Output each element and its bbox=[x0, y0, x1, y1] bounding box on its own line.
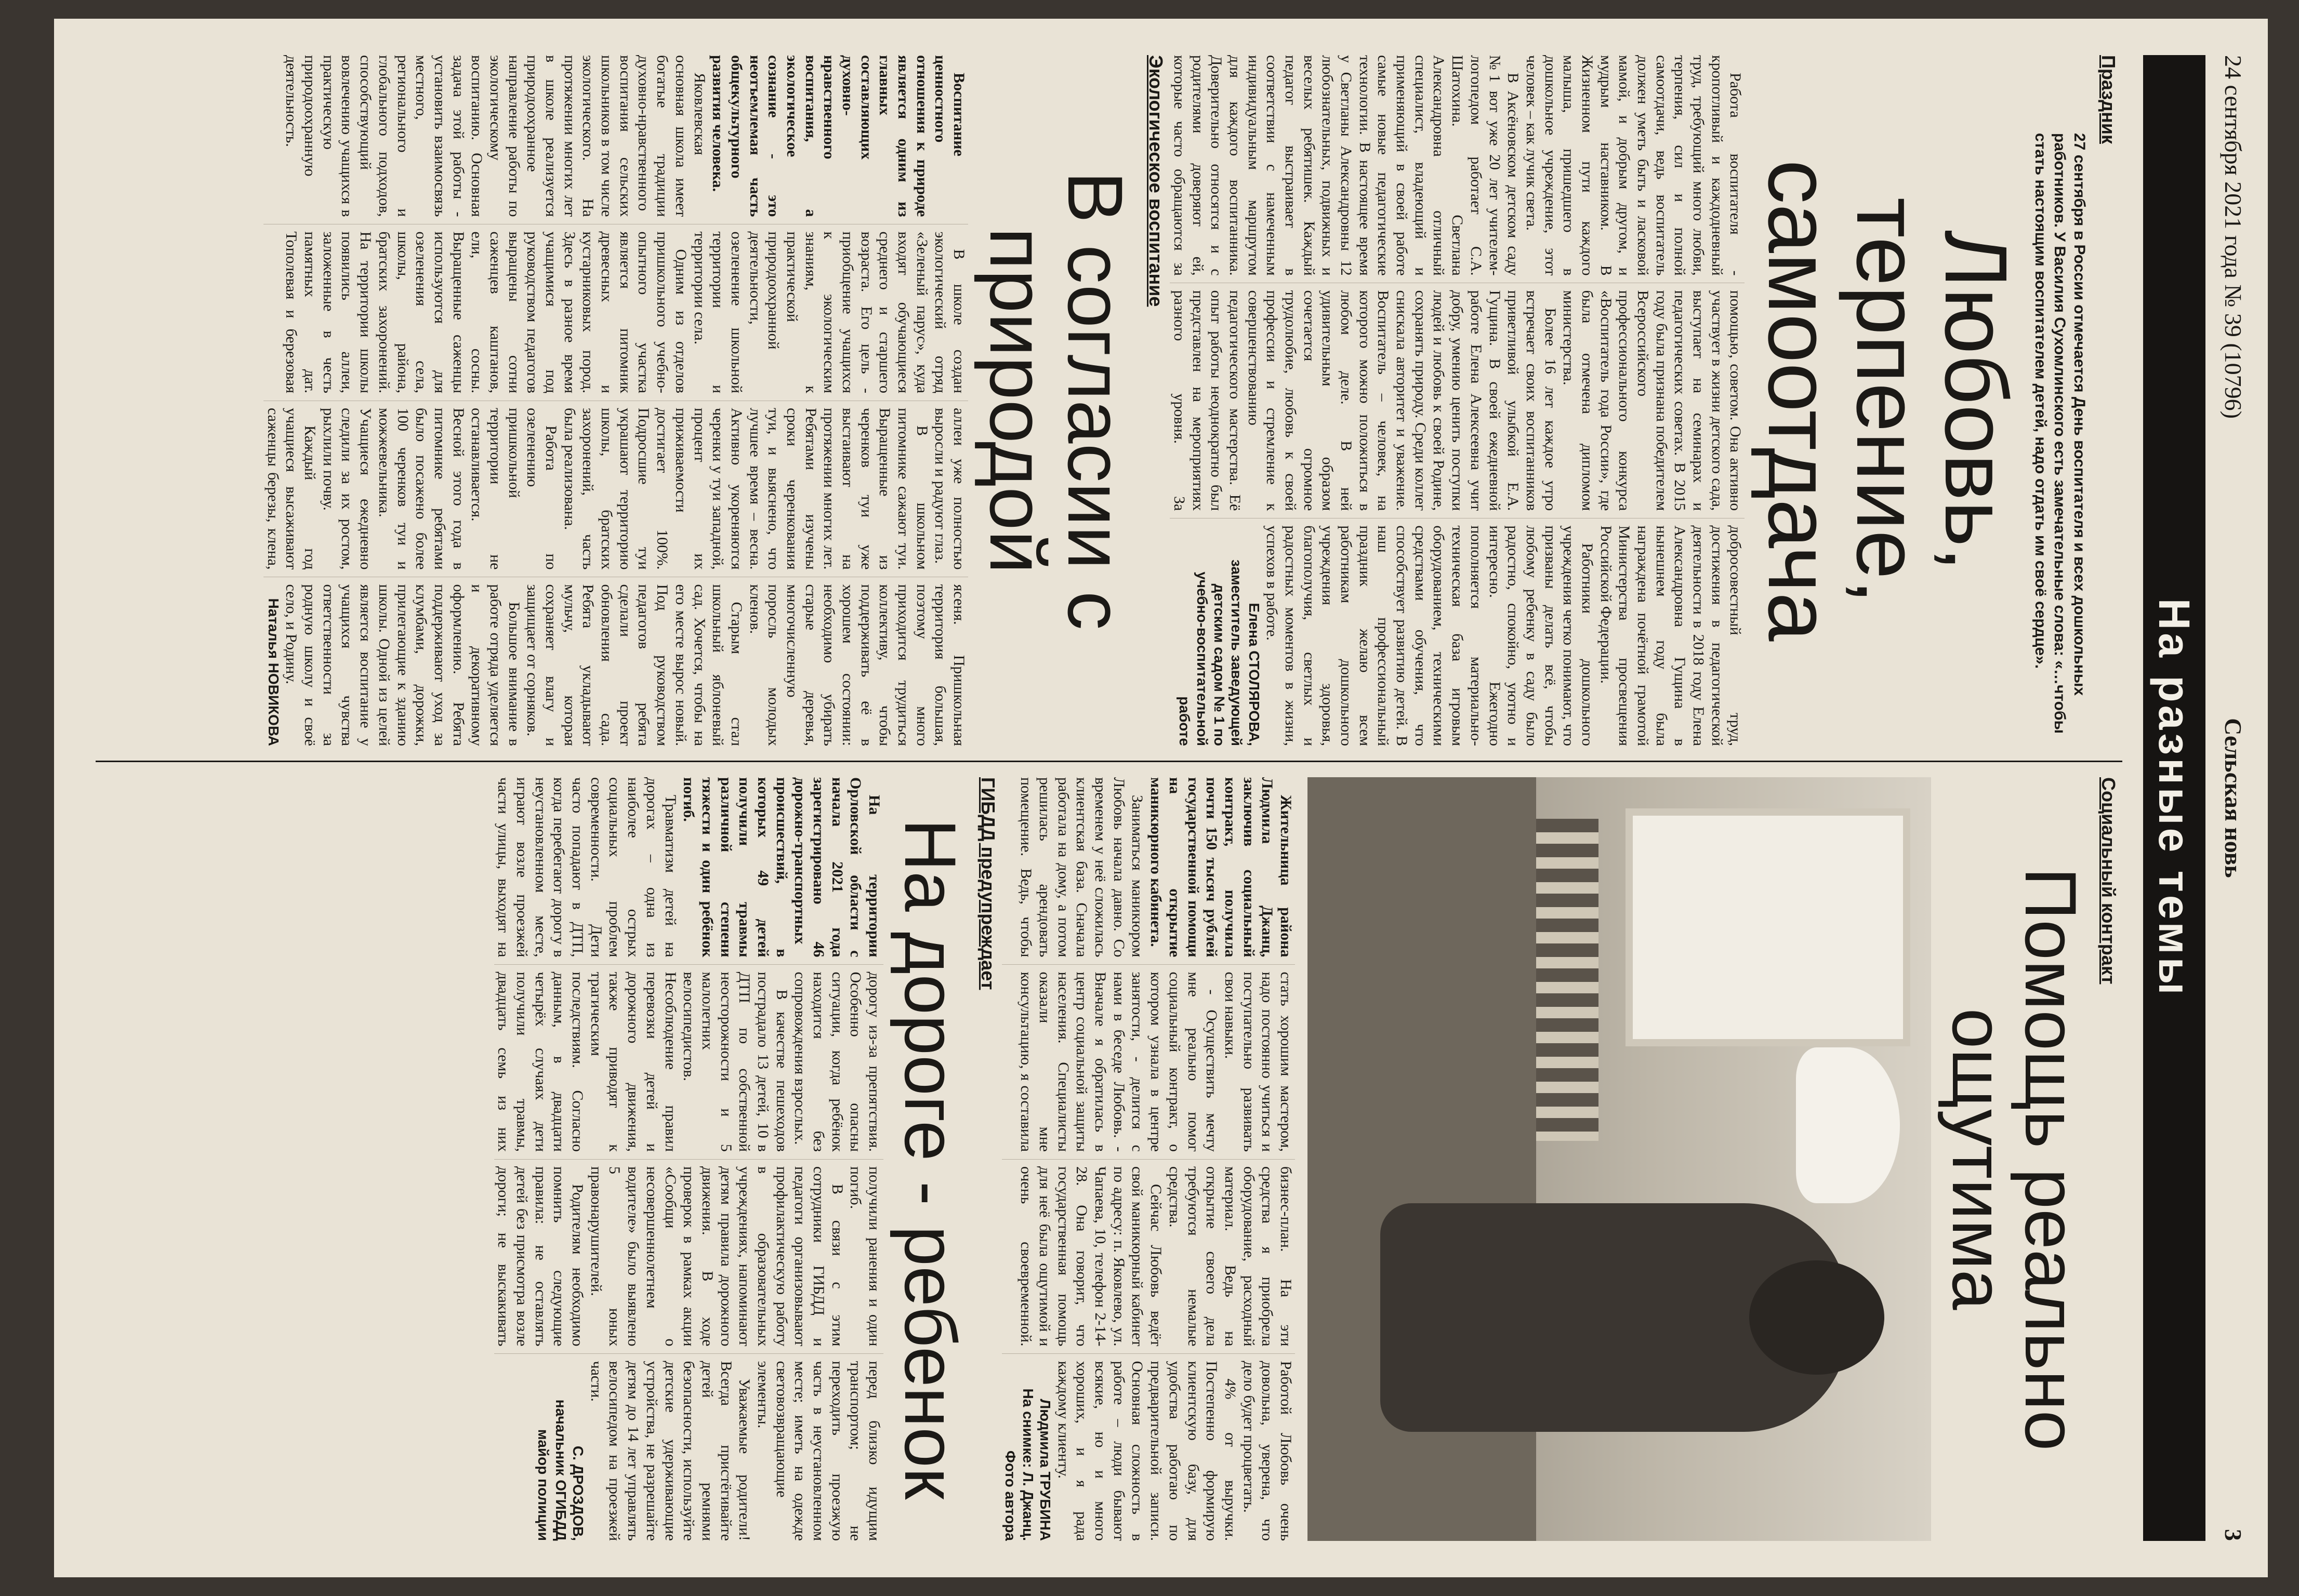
headline-nature: В согласии с природой bbox=[974, 171, 1140, 630]
paragraph-lead: На территории Орловской области с начала 2021 года зарегистрировано 46 дорожно-транспортных происшествий, в которых 49 детей получили травмы различной степени тяжести и один ребёнок погиб. bbox=[680, 777, 883, 957]
paragraph: Более 16 лет каждое утро встречает своих воспитанников приветливой улыбкой Е.А. Гущина. В своей ежедневной работе Елена Алексеевна учит добру, умению ценить поступки людей и любовь к своей Родине, сохранять природу. Среди коллег снискала авторитет и уважение. Воспитатель – человек, на которого можно положиться в любом деле. В ней удивительным образом сочетается огромное трудолюбие, любовь к своей профессии и стремление к совершенствованию педагогического мастерства. Её опыт работы неоднократно был представлен на мероприятиях разного уровня. За добросовестный труд, достижения в педагогической деятельности в 2018 году Елена Александровна Гущина в нынешнем году была награждена почётной грамотой Министерства просвещения Российской Федерации. bbox=[1170, 290, 1745, 746]
paragraph: В Аксёновском детском саду №1 вот уже 20 лет учителем-логопедом работает С.А. Шатохина. Светлана Александровна отличный специалист, владеющий и применяющий в своей работе самые новые педагогические технологии. В настоящее время у Светланы Александровны 12 любознательных, подвижных и веселых ребятишек. Каждый педагог выстраивает в соответствии с намеченным индивидуальным маршрутом для каждого воспитанника. Доверительно относятся и с родителями доверяют ей, которые часто обращаются за помощью, советом. Она активно участвует в жизни детского сада, выступает на семинарах и педагогических советах. В 2015 году была признана победителем Всероссийского профессионального конкурса «Воспитатель года России», где была отмечена дипломом министерства. bbox=[1170, 55, 1745, 511]
paragraph: В школе создан экологический отряд «Зеленый парус», куда входят обучающиеся среднего и старшего возраста. Его цель - приобщение учащихся к экологическим знаниям, к практической природоохранной деятельности, озеленение школьной территории и территории села. bbox=[691, 231, 968, 393]
photo-caption: На снимке: Л. Джанц. Фото автора bbox=[1002, 1388, 1036, 1541]
issue-date: 24 сентября 2021 года № 39 (10796) bbox=[2220, 55, 2247, 419]
manicurist-photo bbox=[1307, 777, 1931, 1541]
rubric-eco: Экологическое воспитание bbox=[1145, 55, 1167, 307]
paragraph: Родителям необходимо помнить следующие правила: не оставлять детей без присмотра возле дороги; не выскакивать перед близко идущим транспортом; не переходить проезжую часть в неустановленном месте; иметь на одежде световозвращающие элементы. bbox=[495, 1166, 883, 1541]
article-love-body bbox=[1170, 55, 1745, 746]
page-number: 3 bbox=[2220, 1529, 2247, 1541]
paragraph: Работа воспитателя - кропотливый и каждодневный труд, требующий много любви, терпения, сил и полной самоотдачи, ведь воспитатель должен уметь быть и ласковой мамой, и добрым другом, и мудрым наставником. В Жизненном пути каждого малыша, пришедшего в дошкольное учреждение, этот человек – как лучик света. bbox=[1523, 55, 1745, 276]
photo-window bbox=[1626, 808, 1910, 1046]
signature-name: Наталья НОВИКОВА bbox=[265, 598, 282, 746]
headline-road: На дороге - ребенок bbox=[890, 818, 972, 1500]
signature-name: Елена СТОЛЯРОВА, bbox=[1246, 603, 1262, 746]
paragraph: Заниматься маникюром Любовь начала давно. Со временем у неё сложилась клиентская база. Сначала работала на дому, а потом решилась арендовать помещение. Ведь, чтобы стать хорошим мастером, надо постоянно учиться и поступательно развивать свои навыки. bbox=[1018, 777, 1294, 1152]
paragraph: Яковлевская основная школа имеет богатые традиции духовно-нравственного воспитания сельских школьников в том числе экологического. На протяжении многих лет в школе реализуется природоохранное направление работы по экологическому воспитанию. Основная задача этой работы - установить взаимосвязь местного, регионального и глобального подходов, способствующий вовлечению учащихся в практическую природоохранную деятельность. bbox=[283, 55, 708, 217]
paragraph-lead: Воспитание ценностного отношения к природе является одним из главных составляющих духовно-нравственного воспитания, а экологическое сознание - это неотъемлемая часть общекультурного развития человека. bbox=[709, 55, 968, 217]
paper-name: Сельская новь bbox=[2220, 718, 2247, 878]
paragraph: В школьном питомнике сажают туи. Выращенные из черенков туи уже выстаивают на протяжении многих лет. Ребятами изучены сроки черенкования туи, и выяснено, что лучшее время – весна. Активно укореняются черенки у туи западной, процент их приживаемости достигает 100%. Подросшие туи украшают территорию школы, братских захоронений, часть была реализована. bbox=[561, 408, 931, 570]
section-band: На разные темы bbox=[2143, 55, 2205, 1541]
article-help-body bbox=[1002, 777, 1295, 1541]
paragraph: В связи с этим сотрудники ГИБДД и педагоги организовывают профилактическую работу в образовательных учреждениях, напоминают детям правила дорожного движения. В ходе проверок в рамках акции «Сообщи о несовершеннолетнем водителе» было выявлено 5 юных правонарушителей. bbox=[587, 1166, 846, 1347]
signature-name: Людмила ТРУБИНА bbox=[1037, 1399, 1054, 1541]
paragraph: Уважаемые родители! Всегда пристёгивайте детей ремнями безопасности, используйте детские удерживающие устройства, не разрешайте детям до 14 лет управлять велосипедом на проезжей части. bbox=[587, 1361, 754, 1541]
photo-person-head bbox=[1749, 1260, 1884, 1375]
signature-title: заместитель заведующей детским садом № 1 по учебно-воспитательной работе bbox=[1177, 559, 1245, 746]
paragraph: Работа по озеленению пришкольной территории не останавливается. Весной этого года в питомнике ребятами было посажено более 100 черенков туи и можжевельника. Учащиеся ежедневно следили за их ростом, рыхлили почву. bbox=[320, 408, 560, 570]
signature-title: начальник ОГИБДД майор полиции bbox=[535, 1399, 569, 1541]
paragraph: Одним из отделов пришкольного учебно-опытного участка является питомник древесных и кустарниковых пород. Здесь в разное время учащимися под руководством педагогов выращены сотни саженцев каштанов, ели, сосны. Выращенные саженцы используются для озеленения села, школы, района, братских захоронений. На территории школы появились аллеи, заложенные в честь памятных дат. Тополевая и березовая аллеи уже полностью выросли и радуют глаз. bbox=[283, 231, 968, 570]
paragraph: 4% от выручки. Постепенно формирую клиентскую базу, для удобства работаю по предварительной записи. Основная сложность в работе – люди бывают всякие, но и много хороших, и я рада каждому клиенту. bbox=[1054, 1361, 1239, 1541]
paragraph: - Осуществить мечту мне реально помог социальный контракт, о котором узнала в центре занятости, - делится с нами в беседе Любовь. - Вначале я обратилась в центр социальной защиты населения. Специалисты оказали мне консультацию, я составила бизнес-план. На эти средства я приобрела оборудование, расходный материал. Ведь на открытие своего дела требуются немалые средства. bbox=[1018, 972, 1294, 1347]
rubric-social: Социальный контракт bbox=[2098, 777, 2119, 985]
paragraph: Травматизм детей на дорогах – одна из наиболее острых социальных проблем современности. Дети часто попадают в ДТП, когда перебегают дорогу в неустановленном месте, играют возле проезжей части улицы, выходят на дорогу из-за препятствия. Особенно опасны ситуации, когда ребёнок находится без сопровождения взрослых. bbox=[495, 777, 883, 1152]
newspaper-page bbox=[54, 19, 2268, 1577]
paragraph: Работники дошкольного учреждения четко понимают, что призваны делать всё, чтобы любому ребенку в саду было радостно, спокойно, уютно и интересно. Ежегодно пополняется материально-техническая база игровым оборудованием, техническими средствами обучения, что способствует развитию детей. В наш профессиональный праздник желаю всем работникам дошкольного учреждения здоровья, благополучия, светлых и радостных моментов в жизни, успехов в работе. bbox=[1263, 525, 1596, 746]
headline-help: Помощь реально ощутима bbox=[1937, 867, 2092, 1451]
paragraph: Большое внимание в работе отряда уделяется и декоративному оформлению. Ребята поддерживают уход за клумбами, дорожки, прилегающие к зданию школы. Одной из целей является воспитание у учащихся чувства ответственности за родную школу и своё село, и Родину. bbox=[283, 584, 523, 746]
paragraph: В качестве пешеходов пострадало 13 детей, 10 в ДТП по собственной неосторожности и 5 малолетних велосипедистов. Несоблюдение правил перевозки детей и дорожного движения, также приводят к трагическим последствиям. Согласно данным, в двадцати четырёх случаях дети получили травмы, двадцать семь из них получили ранения и один погиб. bbox=[495, 972, 883, 1347]
signature-name: С. ДРОЗДОВ, bbox=[570, 1445, 587, 1541]
article-lead: 27 сентября в России отмечается День воспитателя и всех дошкольных работников. У Василия Сухомлинского есть замечательные слова: «…чтобы стать настоящим воспитателем детей, надо отдать им своё сердце». bbox=[2032, 133, 2088, 734]
rubric-gibdd: ГИБДД предупреждает bbox=[977, 777, 999, 990]
headline-love: Любовь, терпение, самоотдача bbox=[1750, 159, 2026, 642]
rubric-holiday: Праздник bbox=[2098, 55, 2119, 144]
paragraph-lead: Жительница района Людмила Джанц, заключив социальный контракт, получила почти 150 тысяч рублей государственной помощи на открытие маникюрного кабинета. bbox=[1147, 777, 1294, 957]
article-road-body bbox=[494, 777, 883, 1541]
left-column bbox=[96, 55, 2122, 746]
photo-lamp bbox=[1796, 1047, 1900, 1203]
right-column bbox=[96, 777, 2122, 1541]
article-nature-body bbox=[263, 55, 968, 746]
paragraph: Каждый год учащиеся высаживают саженцы березы, клена, ясеня. Пришкольная территория большая, поэтому много приходится трудиться коллективу, чтобы поддерживать её в хорошем состоянии: необходимо убирать старые деревья, многочисленную поросль молодых кленов. bbox=[264, 408, 968, 746]
paragraph: Старым стал школьный яблоневый сад. Хочется, чтобы на его месте вырос новый. Под руководством педагогов ребята сделали проект обновления сада. Ребята укладывают мульчу, которая сохраняет влагу и защищает от сорняков. bbox=[524, 584, 745, 746]
column-divider bbox=[96, 761, 2122, 762]
paragraph: Сейчас Любовь ведёт свой маникюрный кабинет по адресу: п. Яковлево, ул. Чапаева, 10, телефон 2-14-28. Она говорит, что государственная помощь для неё была ощутимой и очень своевременной. Работой Любовь очень довольна, уверена, что дело будет процветать. bbox=[1018, 1166, 1294, 1541]
page-folio bbox=[2216, 55, 2247, 1541]
